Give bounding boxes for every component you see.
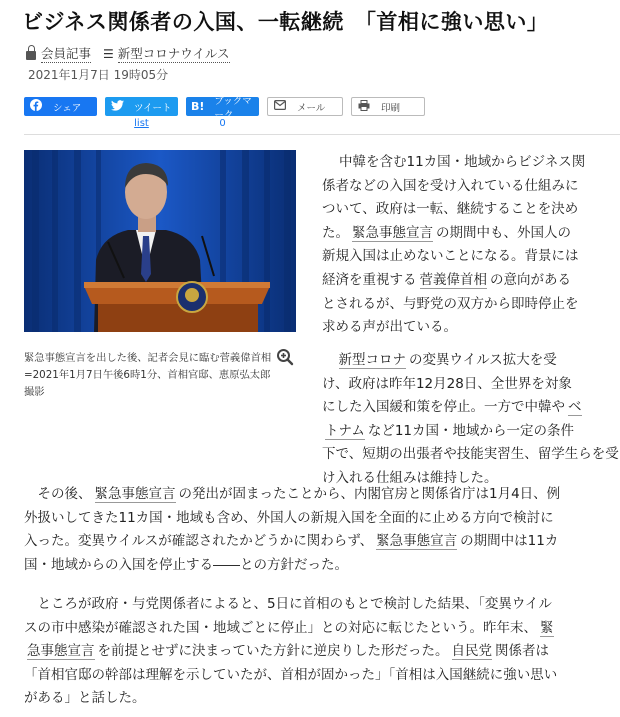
zoom-icon[interactable] <box>276 348 294 370</box>
twitter-count-link[interactable]: list <box>134 118 149 129</box>
text-segment: 外扱いしてきた11カ国・地域も含め、外国人の新規入国を全面的に止める方向で検討に <box>24 509 554 526</box>
hatena-b-icon: B! <box>191 100 205 113</box>
text-segment: 経済を重視する <box>322 271 417 288</box>
twitter-share-button[interactable] <box>105 97 178 129</box>
paragraph-line <box>322 352 557 368</box>
paragraph-line <box>322 248 579 264</box>
text-segment: の発出が固まったことから、内閣官房と関係省庁は1月4日、例 <box>178 486 561 502</box>
paragraph-line <box>24 510 554 526</box>
text-segment: の期間中も、外国人の <box>436 224 571 241</box>
text-segment: がある」と話した。 <box>24 690 146 707</box>
article-photo[interactable] <box>24 150 296 332</box>
article-paragraph <box>24 593 557 711</box>
text-segment: の期間中は11カ <box>460 533 559 550</box>
hatena-count: 0 <box>219 118 226 129</box>
paragraph-line <box>322 423 574 439</box>
article-paragraph <box>24 483 560 577</box>
member-label[interactable]: 会員記事 <box>41 46 92 61</box>
paragraph-line <box>322 296 579 312</box>
text-segment: 関係者は <box>495 643 549 660</box>
text-segment: 下で、短期の出張者や技能実習生、留学生らを受け入れる仕組みは維持した。 <box>322 446 619 486</box>
article-paragraph <box>322 349 620 491</box>
list-icon: ☰ <box>103 46 114 61</box>
facebook-share-label: シェア <box>53 102 82 114</box>
text-segment: ついて、政府は一転、継続することを決め <box>322 201 579 218</box>
hatena-bookmark-button[interactable] <box>186 95 259 129</box>
article-meta <box>26 44 230 63</box>
text-segment: 係者などの入国を受け入れている仕組みに <box>322 177 579 194</box>
twitter-bird-icon <box>110 100 124 114</box>
keyword-link[interactable]: 急事態宣言 <box>27 643 95 660</box>
text-segment: にした入国緩和策を停止。一方で中韓や <box>322 399 565 416</box>
text-segment <box>322 352 336 368</box>
facebook-icon <box>29 99 43 114</box>
keyword-link[interactable]: 緊急事態宣言 <box>376 533 458 550</box>
twitter-share-label: ツイート <box>134 102 172 114</box>
text-segment: の意向がある <box>490 271 571 288</box>
paragraph-line <box>24 690 146 706</box>
mail-icon <box>273 100 287 113</box>
paragraph-line <box>322 201 578 217</box>
paragraph-line <box>339 154 585 170</box>
photo-caption: 緊急事態宣言を出した後、記者会見に臨む菅義偉首相=2021年1月7日午後6時1分、首相官邸、恵原弘太郎撮影 <box>24 352 272 398</box>
paragraph-line <box>322 178 579 194</box>
text-segment: 「首相官邸の幹部は理解を示していたが、首相が固かった」「首相は入国継続に強い思い <box>24 666 558 683</box>
keyword-link[interactable]: 緊急事態宣言 <box>94 486 176 502</box>
paragraph-line <box>24 533 558 549</box>
text-segment: その後、 <box>24 486 92 502</box>
hatena-bookmark-label: ブックマーク <box>214 95 252 121</box>
article-title: ビジネス関係者の入国、一転継続 「首相に強い思い」 <box>22 10 549 34</box>
text-segment: 新規入国は止めないことになる。背景には <box>322 248 579 265</box>
keyword-link[interactable]: 新型コロナ <box>338 352 406 368</box>
keyword-link[interactable]: ベ <box>568 399 582 416</box>
paragraph-line <box>24 643 549 659</box>
text-segment: 中韓を含む11カ国・地域からビジネス関 <box>339 154 586 170</box>
text-segment: た。 <box>322 224 349 241</box>
paragraph-line <box>322 272 571 288</box>
text-segment: 国・地域からの入国を停止する――との方針だった。 <box>24 556 348 573</box>
paragraph-line <box>24 596 552 612</box>
text-segment: 求める声が出ている。 <box>322 319 457 336</box>
paragraph-line <box>322 446 619 486</box>
paragraph-line <box>24 620 557 636</box>
text-segment: の変異ウイルス拡大を受 <box>409 352 557 368</box>
paragraph-line <box>24 486 560 502</box>
keyword-link[interactable]: トナム <box>325 422 365 439</box>
facebook-share-button[interactable] <box>24 97 97 116</box>
lock-icon <box>26 51 36 60</box>
text-segment: ところが政府・与党関係者によると、5日に首相のもとで検討した結果、「変異ウイル <box>24 596 552 612</box>
text-segment: け、政府は昨年12月28日、全世界を対象 <box>322 375 572 392</box>
text-segment: を前提とせずに決まっていた方針に逆戻りした形だった。 <box>97 643 449 660</box>
text-segment: など11カ国・地域から一定の条件 <box>367 422 575 439</box>
mail-share-label: メール <box>297 102 326 114</box>
print-button[interactable] <box>351 97 425 116</box>
paragraph-line <box>322 319 457 335</box>
article-paragraph <box>322 151 585 340</box>
paragraph-line <box>24 557 348 573</box>
keyword-link[interactable]: 緊急事態宣言 <box>352 224 433 241</box>
paragraph-line <box>24 667 557 683</box>
keyword-link[interactable]: 自民党 <box>451 643 492 660</box>
keyword-link[interactable]: 緊 <box>540 619 554 636</box>
printer-icon <box>357 100 371 114</box>
divider <box>24 134 620 135</box>
mail-share-button[interactable] <box>267 97 343 116</box>
text-segment: とされるが、与野党の双方から即時停止を <box>322 295 579 312</box>
share-bar <box>24 95 433 129</box>
keyword-link[interactable]: 菅義偉首相 <box>419 271 487 288</box>
text-segment: 入った。変異ウイルスが確認されたかどうかに関わらず、 <box>24 533 374 550</box>
topic-link[interactable]: 新型コロナウイルス <box>117 46 230 61</box>
print-label: 印刷 <box>381 102 401 114</box>
paragraph-line <box>322 376 572 392</box>
paragraph-line <box>322 399 585 415</box>
paragraph-line <box>322 225 571 241</box>
text-segment: スの市中感染が確認された国・地域ごとに停止」との対応に転じたという。昨年末、 <box>24 619 537 636</box>
article-date: 2021年1月7日 19時05分 <box>28 68 169 82</box>
